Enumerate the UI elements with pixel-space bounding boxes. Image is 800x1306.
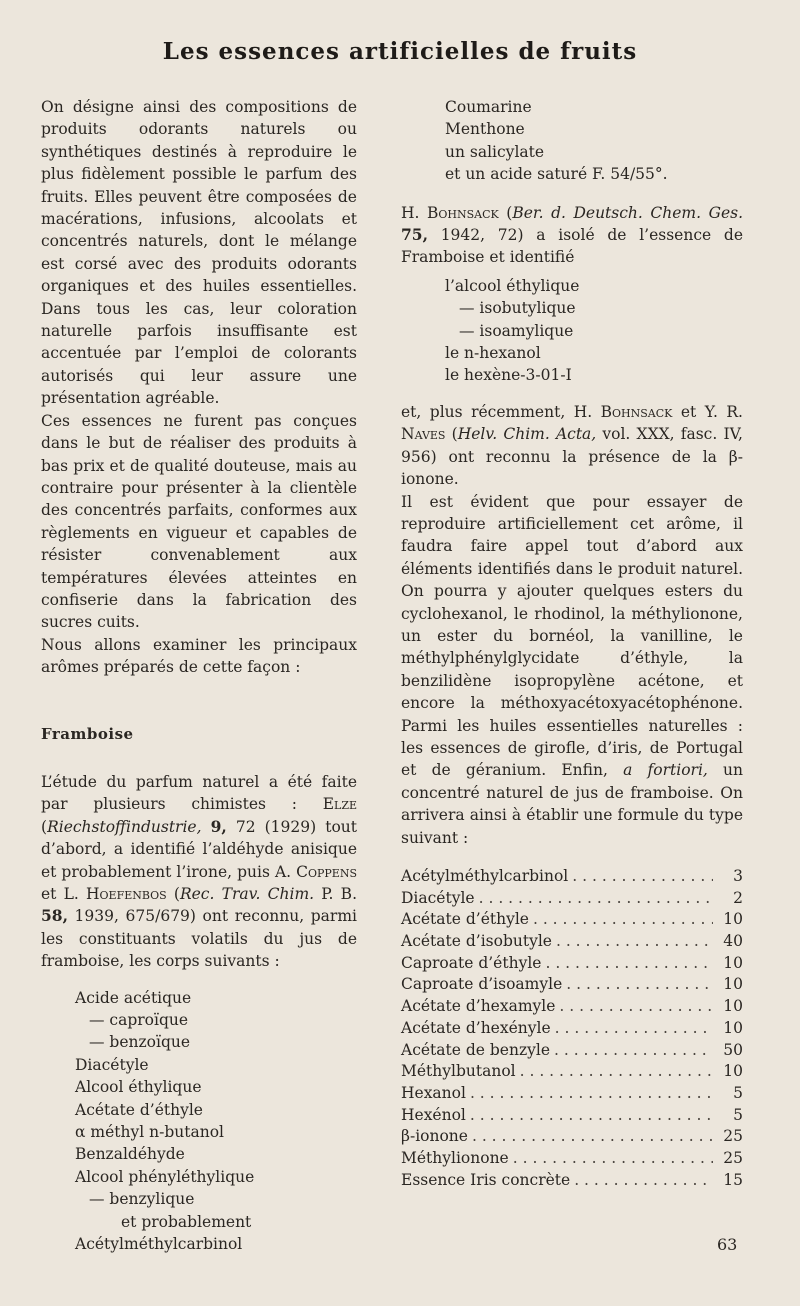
ingredient-qty: 5	[733, 1083, 743, 1102]
formula-row	[401, 1039, 743, 1061]
author-bohnsack: Bohnsack	[600, 402, 673, 421]
author-hoefenbos: Hoefenbos	[86, 885, 167, 903]
formula-row	[401, 973, 743, 995]
formula-row	[401, 887, 743, 909]
leader-dots	[559, 995, 713, 1017]
ingredient-qty: 25	[723, 1148, 743, 1167]
study-text	[202, 818, 211, 836]
author-coppens: Coppens	[296, 862, 357, 881]
paragraph-text: vol. XXX, fasc. IV, 956) ont reconnu la présence de la β-ionone.	[401, 425, 743, 489]
formula-row	[401, 865, 743, 887]
formula-row	[401, 1125, 743, 1147]
ingredient-name: β-ionone	[401, 1127, 468, 1146]
recent-paragraph	[401, 401, 743, 491]
paragraph-text: H.	[401, 203, 427, 222]
bohnsack-paragraph	[401, 202, 743, 269]
ingredient-qty: 10	[723, 1018, 743, 1037]
volume-58: 58,	[41, 906, 68, 926]
ingredient-name: Essence Iris concrète	[401, 1170, 571, 1189]
ingredient-qty: 50	[723, 1040, 743, 1059]
study-text: P. B.	[314, 885, 357, 903]
ingredient-name: Acétate d’hexényle	[401, 1018, 551, 1037]
list-item: α méthyl n-butanol	[75, 1123, 224, 1142]
paragraph-text: 1942, 72) a isolé de l’essence de Framboise et identifié	[401, 226, 743, 267]
formula-row	[401, 1060, 743, 1082]
paragraph-text: et, plus récemment, H.	[401, 402, 601, 421]
study-text: 72 (1929) tout d’abord, a identifié l’aldéhyde anisique et probablement l’irone, puis A.	[41, 817, 357, 881]
list-item: et probablement	[121, 1212, 252, 1231]
volume-9: 9,	[210, 816, 227, 836]
leader-dots	[554, 1039, 713, 1061]
intro-paragraph-1: On désigne ainsi des compositions de produits odorants naturels ou synthétiques destinés à reproduire le plus fidèlement possible le parfum des fruits. Elles peuvent être composées de macérations, infusions, alcoolats et concentrés naturels, dont le mélange est corsé avec des produits odorants organiques et des huiles essentielles. Dans tous les cas, leur coloration naturelle parfois insuffisante est accentuée par l’emploi de colorants autorisés qui leur assure une présentation agréable.	[41, 98, 357, 408]
formula-row	[401, 908, 743, 930]
right-column	[401, 96, 743, 1190]
list-item: — benzoïque	[89, 1033, 191, 1052]
a-fortiori: a fortiori,	[623, 761, 708, 780]
paragraph-text: (	[498, 203, 513, 222]
ingredient-name: Acétate d’éthyle	[401, 910, 529, 929]
formula-row	[401, 1147, 743, 1169]
leader-dots	[513, 1147, 713, 1169]
paragraph-text: Il est évident que pour essayer de reproduire artificiellement cet arôme, il faudra faire appel tout d’abord aux éléments identifiés dans le produit naturel. On pourra y ajouter quelques esters du cyclohexanol, le rhodinol, la méthylionone, un ester du bornéol, la vanilline, le méthylphénylglycidate d’éthyle, la benzilidène isopropylène acétone, et encore la méthoxyacétoxyacétophénone. Parmi les huiles essentielles naturelles : les essences de girofle, d’iris, de Portugal et de géranium. Enfin,	[401, 492, 743, 780]
ingredient-qty: 10	[723, 1062, 743, 1081]
leader-dots	[555, 1017, 713, 1039]
list-item: Menthone	[445, 120, 525, 139]
ingredient-qty: 3	[733, 867, 743, 885]
list-item: Benzaldéhyde	[75, 1145, 185, 1164]
author-bohnsack: Bohnsack	[427, 203, 499, 222]
formula-row	[401, 1082, 743, 1104]
paragraph-text: (	[445, 425, 458, 444]
paragraph-text: un concentré naturel de jus de framboise. On arrivera ainsi à établir une formule du type suivant :	[401, 761, 743, 847]
list-item: Acide acétique	[75, 988, 192, 1007]
study-text: et L.	[41, 885, 87, 903]
journal-riechstoff: Riechstoffindustrie,	[47, 817, 202, 836]
list-item: Alcool phényléthylique	[75, 1167, 255, 1186]
journal-ber: Ber. d. Deutsch. Chem. Ges.	[512, 203, 743, 222]
list-item: Coumarine	[445, 98, 532, 116]
ingredient-qty: 40	[723, 932, 743, 951]
journal-helv: Helv. Chim. Acta,	[457, 425, 597, 444]
formula-row	[401, 952, 743, 974]
list-item: Alcool éthylique	[75, 1078, 202, 1097]
list-item: et un acide saturé F. 54/55°.	[445, 165, 668, 184]
formula-row	[401, 930, 743, 952]
leader-dots	[533, 908, 713, 930]
ingredient-name: Acétate de benzyle	[401, 1040, 550, 1059]
author-elze: Elze	[322, 795, 357, 814]
leader-dots	[479, 887, 713, 909]
list-item: — isobutylique	[459, 299, 576, 318]
ingredient-name: Acétate d’hexamyle	[401, 997, 556, 1016]
study-paragraph	[41, 771, 357, 973]
constituents-list	[41, 987, 357, 1256]
bohnsack-list	[401, 275, 743, 387]
list-item: le n-hexanol	[445, 344, 541, 363]
ingredient-name: Acétate d’isobutyle	[401, 932, 552, 951]
ingredient-qty: 10	[723, 997, 743, 1016]
ingredient-name: Caproate d’éthyle	[401, 953, 542, 972]
ingredient-name: Méthylbutanol	[401, 1062, 516, 1081]
formula-table	[401, 865, 743, 1190]
evident-paragraph	[401, 491, 743, 850]
ingredient-name: Caproate d’isoamyle	[401, 975, 563, 994]
ingredient-qty: 15	[723, 1170, 743, 1189]
study-text: (	[166, 885, 180, 903]
journal-rec-trav: Rec. Trav. Chim.	[179, 885, 315, 903]
ingredient-qty: 5	[733, 1105, 743, 1124]
leader-dots	[566, 973, 713, 995]
list-item: un salicylate	[445, 142, 545, 161]
volume-75: 75,	[401, 225, 428, 245]
paragraph-text: et Y. R.	[672, 402, 743, 421]
leader-dots	[545, 952, 713, 974]
intro-paragraph-2: Ces essences ne furent pas conçues dans le but de réaliser des produits à bas prix et de qualité douteuse, mais au contraire pour présenter à la clientèle des concentrés parfaits, conformes aux règlements en vigueur et capables de résister convenablement aux températures élevées atteintes en confiserie dans la fabrication des sucres cuits.	[41, 411, 357, 632]
ingredient-name: Hexénol	[401, 1105, 466, 1124]
list-item: l’alcool éthylique	[445, 276, 580, 295]
ingredient-qty: 2	[733, 888, 743, 907]
formula-row	[401, 1169, 743, 1191]
intro-paragraph-3: Nous allons examiner les principaux arômes préparés de cette façon :	[41, 635, 357, 677]
ingredient-qty: 10	[723, 953, 743, 972]
formula-row	[401, 1017, 743, 1039]
list-item: — benzylique	[89, 1190, 195, 1209]
ingredient-qty: 25	[723, 1127, 743, 1146]
leader-dots	[556, 930, 713, 952]
leader-dots	[520, 1060, 713, 1082]
list-item: — caproïque	[89, 1011, 189, 1030]
leader-dots	[470, 1104, 713, 1126]
list-item: Diacétyle	[75, 1055, 149, 1074]
list-item: Acétylméthylcarbinol	[75, 1235, 243, 1254]
ingredient-name: Hexanol	[401, 1083, 466, 1102]
page-title: Les essences artificielles de fruits	[162, 38, 638, 65]
page-number: 63	[717, 1235, 738, 1254]
list-item: le hexène-3-01-I	[445, 366, 572, 385]
study-text: 1939, 675/679) ont reconnu, parmi les constituants volatils du jus de framboise, les corps suivants :	[41, 907, 357, 971]
formula-row	[401, 995, 743, 1017]
study-text: L’étude du parfum naturel a été faite par plusieurs chimistes :	[41, 772, 357, 814]
section-heading-framboise: Framboise	[41, 724, 134, 743]
leader-dots	[472, 1125, 713, 1147]
left-column	[41, 96, 357, 1256]
ingredient-qty: 10	[723, 910, 743, 929]
ingredient-qty: 10	[723, 975, 743, 994]
leader-dots	[574, 1169, 713, 1191]
formula-row	[401, 1104, 743, 1126]
leader-dots	[572, 865, 713, 887]
ingredient-name: Diacétyle	[401, 888, 475, 907]
list-item: Acétate d’éthyle	[75, 1100, 203, 1119]
author-naves: Naves	[401, 425, 446, 444]
study-text: (	[41, 817, 48, 836]
ingredient-name: Méthylionone	[401, 1148, 509, 1167]
ingredient-name: Acétylméthylcarbinol	[401, 867, 569, 885]
constituents-list-continued	[401, 96, 743, 186]
leader-dots	[470, 1082, 713, 1104]
list-item: — isoamylique	[459, 321, 574, 340]
